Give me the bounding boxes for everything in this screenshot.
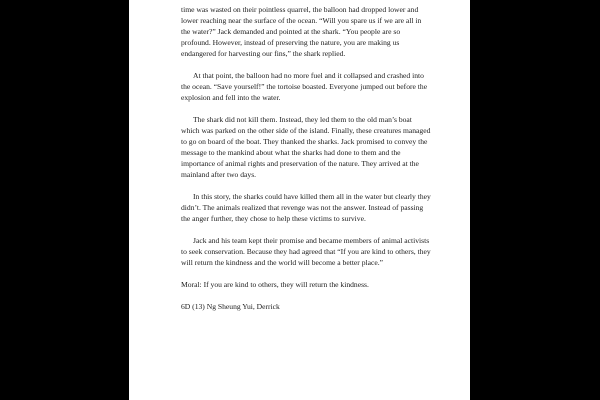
paragraph-1: time was wasted on their pointless quarrel, the balloon had dropped lower and lower reaching near the surface of the ocean. “Will you spare us if we are all in the water?” Jack demanded and pointed at the shark. “You people are so profound. However, instead of preserving the nature, you are making us endangered for harvesting our fins,” the shark replied. (181, 5, 422, 58)
paragraph-2: At that point, the balloon had no more fuel and it collapsed and crashed into the ocean. “Save yourself!” the tortoise boasted. Everyone jumped out before the explosion and fell into the water. (181, 71, 428, 102)
document-page (129, 0, 470, 400)
document-body (181, 4, 431, 312)
paragraph-3: The shark did not kill them. Instead, they led them to the old man’s boat which was parked on the other side of the island. Finally, these creatures managed to go on board of the boat. They thanked the sharks. Jack promised to convey the message to the mankind about what the sharks had done to them and the importance of animal rights and preservation of the nature. They arrived at the mainland after two days. (181, 115, 431, 179)
paragraph-5: Jack and his team kept their promise and became members of animal activists to seek conservation. Because they had agreed that “If you are kind to others, they will return the kindness and the world will become a better place.” (181, 236, 431, 267)
author-line: 6D (13) Ng Sheung Yui, Derrick (181, 302, 280, 311)
paragraph-4: In this story, the sharks could have killed them all in the water but clearly they didn’t. The animals realized that revenge was not the answer. Instead of passing the anger further, they chose to help these victims to survive. (181, 192, 431, 223)
moral-line: Moral: If you are kind to others, they will return the kindness. (181, 280, 369, 289)
